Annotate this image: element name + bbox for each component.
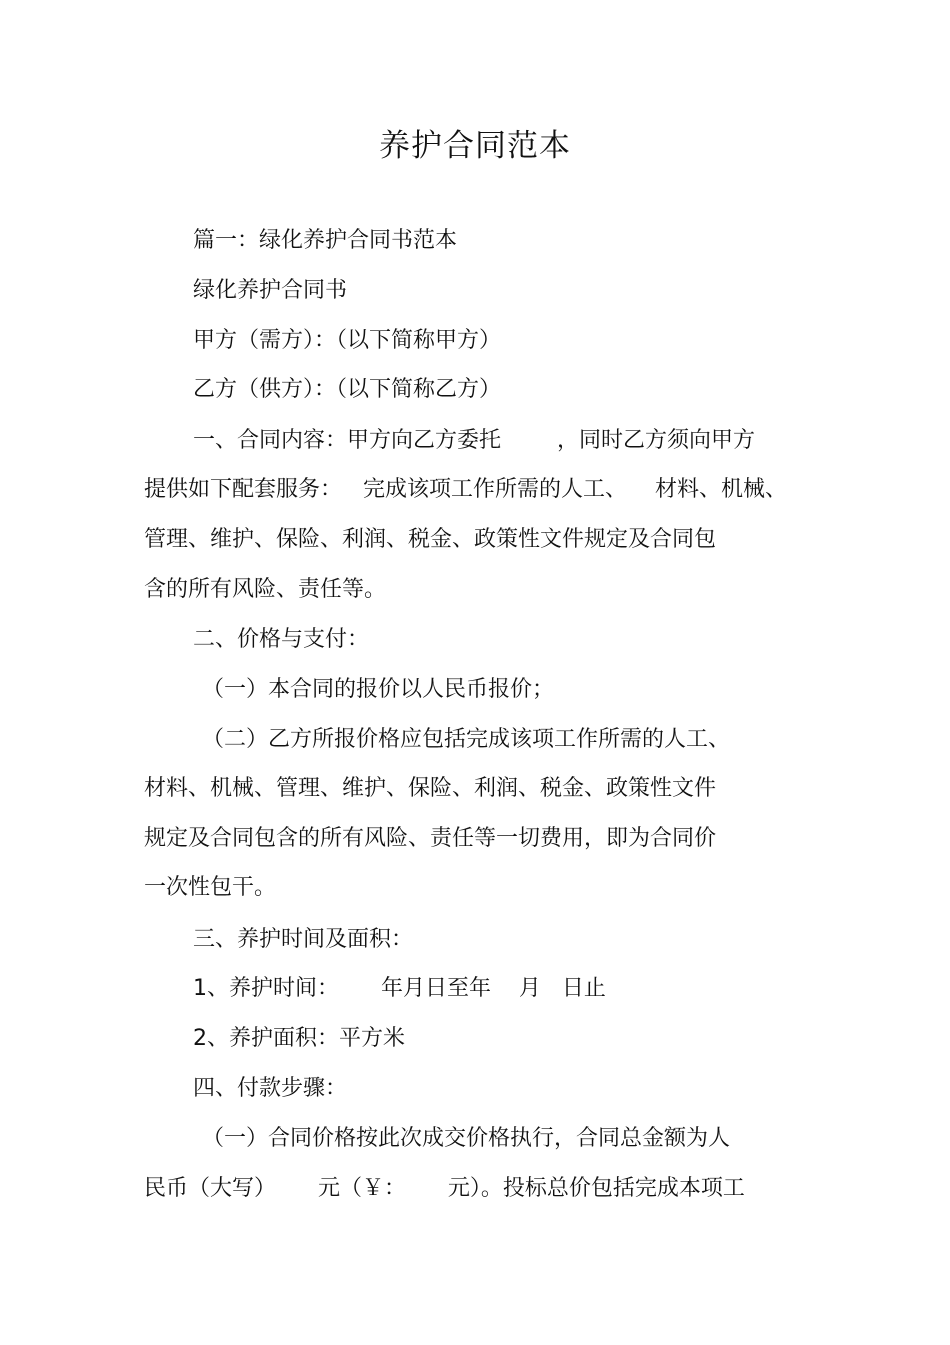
text-line: 规定及合同包含的所有风险、责任等一切费用，即为合同价 [144,826,717,851]
document-title: 养护合同范本 [379,128,571,164]
text-line: 含的所有风险、责任等。 [144,577,387,602]
text-line: 提供如下配套服务： 完成该项工作所需的人工、 材料、机械、 [144,477,787,502]
text-line: 一次性包干。 [144,875,277,900]
text-line: 三、养护时间及面积： [193,927,414,952]
text-line: 乙方（供方）：（以下简称乙方） [193,377,502,402]
text-line: 2、养护面积：平方米 [193,1026,405,1051]
text-line: （一）合同价格按此次成交价格执行，合同总金额为人 [202,1126,731,1151]
text-line: 甲方（需方）：（以下简称甲方） [193,328,502,353]
text-line: 1、养护时间： 年月日至年 月 日止 [193,976,606,1001]
text-line: 材料、机械、管理、维护、保险、利润、税金、政策性文件 [144,776,717,801]
text-line: 四、付款步骤： [193,1076,348,1101]
text-line: 一、合同内容：甲方向乙方委托 ，同时乙方须向甲方 [193,428,755,453]
text-line: （一）本合同的报价以人民币报价； [202,677,555,702]
text-line: 二、价格与支付： [193,627,370,652]
text-line: 篇一：绿化养护合同书范本 [193,228,458,253]
text-line: 民币（大写） 元（￥： 元）。投标总价包括完成本项工 [144,1176,745,1201]
text-line: （二）乙方所报价格应包括完成该项工作所需的人工、 [202,727,731,752]
text-line: 管理、维护、保险、利润、税金、政策性文件规定及合同包 [144,527,717,552]
text-line: 绿化养护合同书 [193,278,348,303]
